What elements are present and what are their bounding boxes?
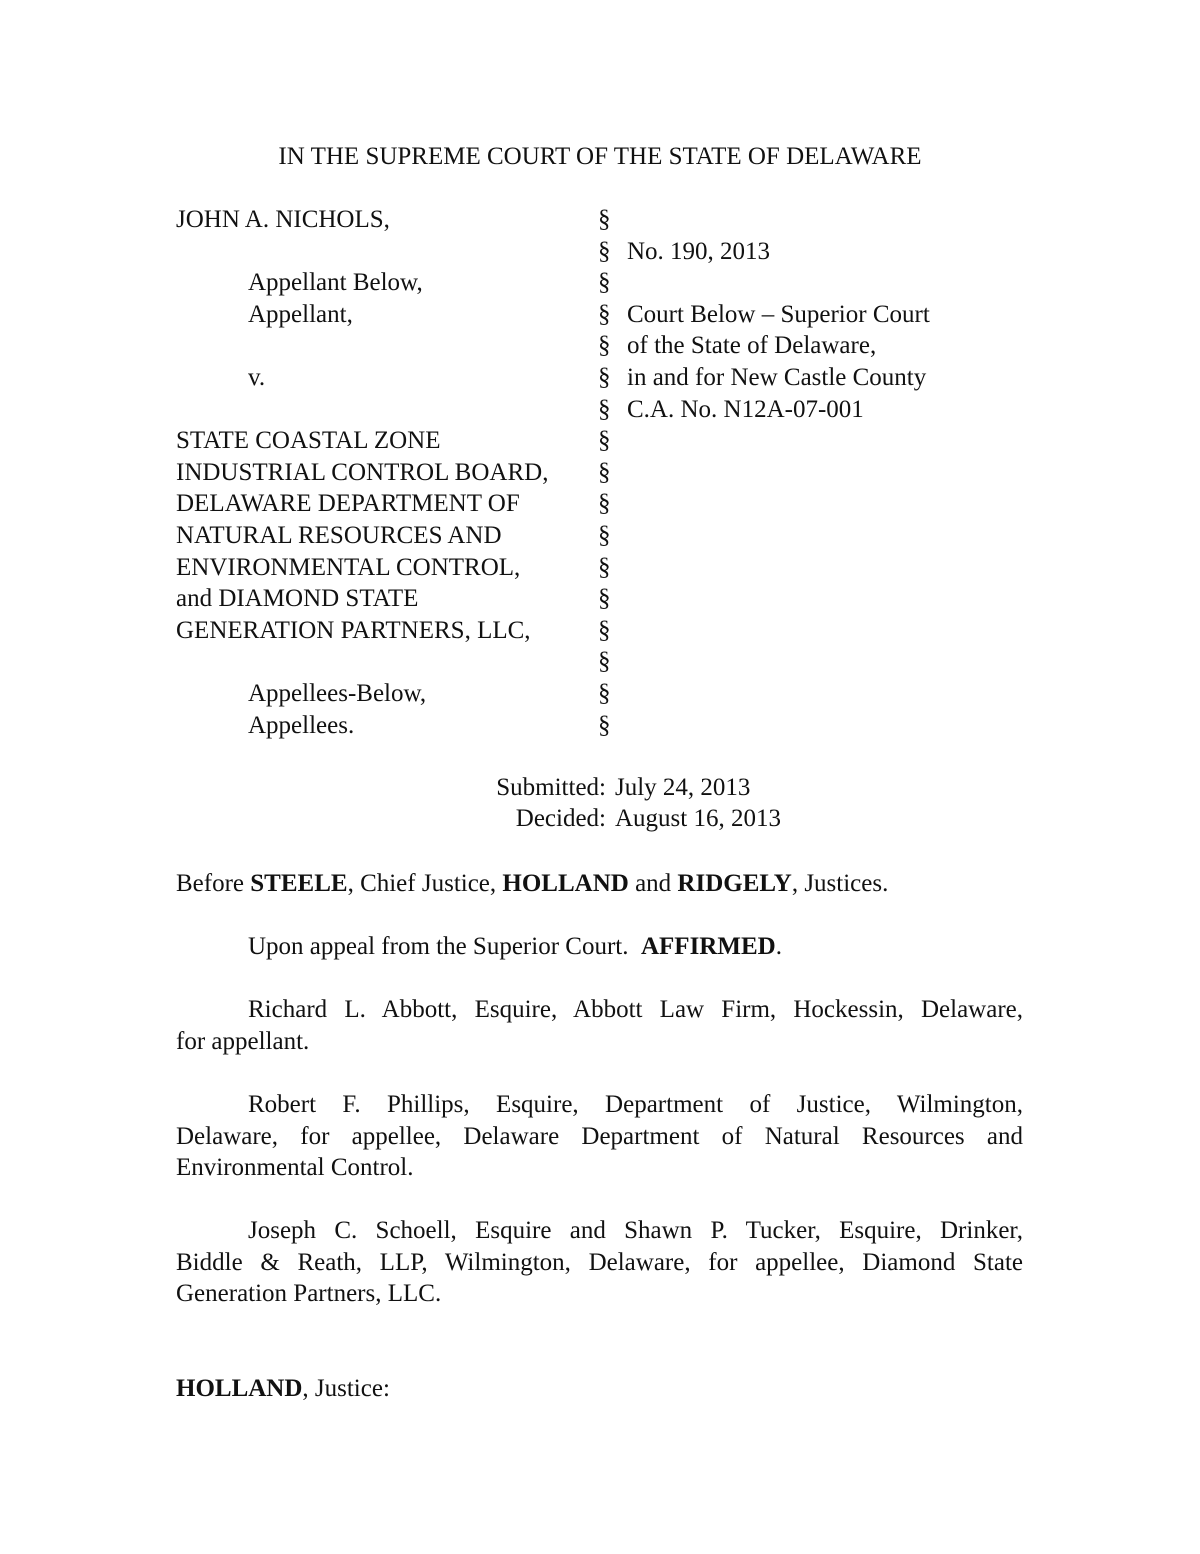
decided-row bbox=[486, 803, 781, 834]
counsel-paragraph bbox=[176, 1215, 1023, 1310]
court-below-line: Court Below – Superior Court bbox=[627, 300, 930, 328]
counsel-first-line: Richard L. Abbott, Esquire, Abbott Law Firm, Hockessin, Delaware, bbox=[248, 996, 1023, 1023]
disposition-result: AFFIRMED bbox=[640, 933, 776, 960]
section-symbol: § bbox=[598, 395, 611, 423]
section-symbol: § bbox=[598, 363, 611, 391]
court-below-line: in and for New Castle County bbox=[627, 363, 927, 391]
section-symbol: § bbox=[598, 616, 611, 644]
decided-label: Decided: bbox=[515, 805, 606, 832]
appellant-role: Appellant, bbox=[248, 300, 353, 328]
appellee-line: STATE COASTAL ZONE bbox=[176, 427, 441, 455]
spacer bbox=[176, 236, 548, 268]
section-symbol: § bbox=[598, 648, 611, 676]
disposition-end: . bbox=[775, 933, 782, 960]
appellee-line: NATURAL RESOURCES AND bbox=[176, 521, 502, 549]
spacer bbox=[627, 267, 930, 299]
disposition-text: Upon appeal from the Superior Court. bbox=[248, 933, 641, 960]
counsel-first-line: Joseph C. Schoell, Esquire and Shawn P. Tucker, Esquire, Drinker, bbox=[248, 1217, 1023, 1244]
spacer bbox=[176, 330, 548, 362]
court-below-line: C.A. No. N12A-07-001 bbox=[627, 395, 864, 423]
spacer bbox=[176, 394, 548, 426]
section-symbol: § bbox=[598, 427, 611, 455]
panel-prefix: Before bbox=[176, 870, 251, 897]
section-symbol: § bbox=[598, 300, 611, 328]
author-title: , Justice: bbox=[302, 1375, 390, 1402]
submitted-date: July 24, 2013 bbox=[615, 774, 751, 801]
justice-name: HOLLAND bbox=[502, 870, 629, 897]
section-symbol: § bbox=[598, 458, 611, 486]
appellant-name: JOHN A. NICHOLS, bbox=[176, 206, 390, 233]
section-symbol: § bbox=[598, 679, 611, 707]
appellees-role: Appellees. bbox=[248, 711, 355, 739]
chief-justice-name: STEELE bbox=[250, 870, 348, 897]
section-symbol: § bbox=[598, 269, 611, 297]
versus: v. bbox=[248, 363, 266, 391]
appellees-role-below: Appellees-Below, bbox=[248, 679, 427, 707]
appellee-line: and DIAMOND STATE bbox=[176, 585, 419, 613]
author-name: HOLLAND bbox=[176, 1375, 303, 1402]
counsel-rest: Biddle & Reath, LLP, Wilmington, Delaware, for appellee, Diamond State Generation Partners, LLC. bbox=[176, 1248, 1023, 1308]
case-info bbox=[627, 236, 930, 426]
spacer bbox=[176, 646, 548, 678]
panel-line bbox=[176, 868, 888, 900]
section-symbol: § bbox=[598, 237, 611, 265]
chief-justice-title: , Chief Justice, bbox=[347, 870, 503, 897]
section-symbol: § bbox=[598, 711, 611, 739]
panel-and: and bbox=[628, 870, 678, 897]
court-below-line: of the State of Delaware, bbox=[627, 332, 877, 360]
appellee-line: INDUSTRIAL CONTROL BOARD, bbox=[176, 458, 549, 486]
caption-parties bbox=[176, 204, 548, 741]
opinion-author bbox=[176, 1373, 390, 1405]
counsel-rest: for appellant. bbox=[176, 1027, 310, 1055]
counsel-rest: Delaware, for appellee, Delaware Department of Natural Resources and Environmental Control. bbox=[176, 1122, 1023, 1182]
justice-name: RIDGELY bbox=[677, 870, 792, 897]
case-number: No. 190, 2013 bbox=[627, 237, 771, 265]
appellee-line: ENVIRONMENTAL CONTROL, bbox=[176, 553, 521, 581]
counsel-paragraph bbox=[176, 994, 1023, 1057]
section-symbol: § bbox=[598, 206, 611, 233]
submitted-label: Submitted: bbox=[496, 774, 606, 801]
submitted-row bbox=[486, 772, 781, 803]
decision-dates bbox=[486, 772, 781, 834]
appellee-line: GENERATION PARTNERS, LLC, bbox=[176, 616, 531, 644]
section-symbol: § bbox=[598, 490, 611, 518]
disposition-line bbox=[248, 931, 782, 963]
appellee-line: DELAWARE DEPARTMENT OF bbox=[176, 490, 520, 518]
panel-suffix: , Justices. bbox=[791, 870, 889, 897]
section-symbol: § bbox=[598, 553, 611, 581]
counsel-first-line: Robert F. Phillips, Esquire, Department of Justice, Wilmington, bbox=[248, 1091, 1023, 1118]
section-symbol: § bbox=[598, 521, 611, 549]
section-symbol: § bbox=[598, 585, 611, 613]
section-symbol: § bbox=[598, 332, 611, 360]
court-title: IN THE SUPREME COURT OF THE STATE OF DELAWARE bbox=[278, 143, 922, 170]
counsel-paragraph bbox=[176, 1089, 1023, 1184]
decided-date: August 16, 2013 bbox=[615, 805, 781, 832]
appellant-role-below: Appellant Below, bbox=[248, 269, 423, 297]
section-symbol-column bbox=[598, 204, 611, 741]
